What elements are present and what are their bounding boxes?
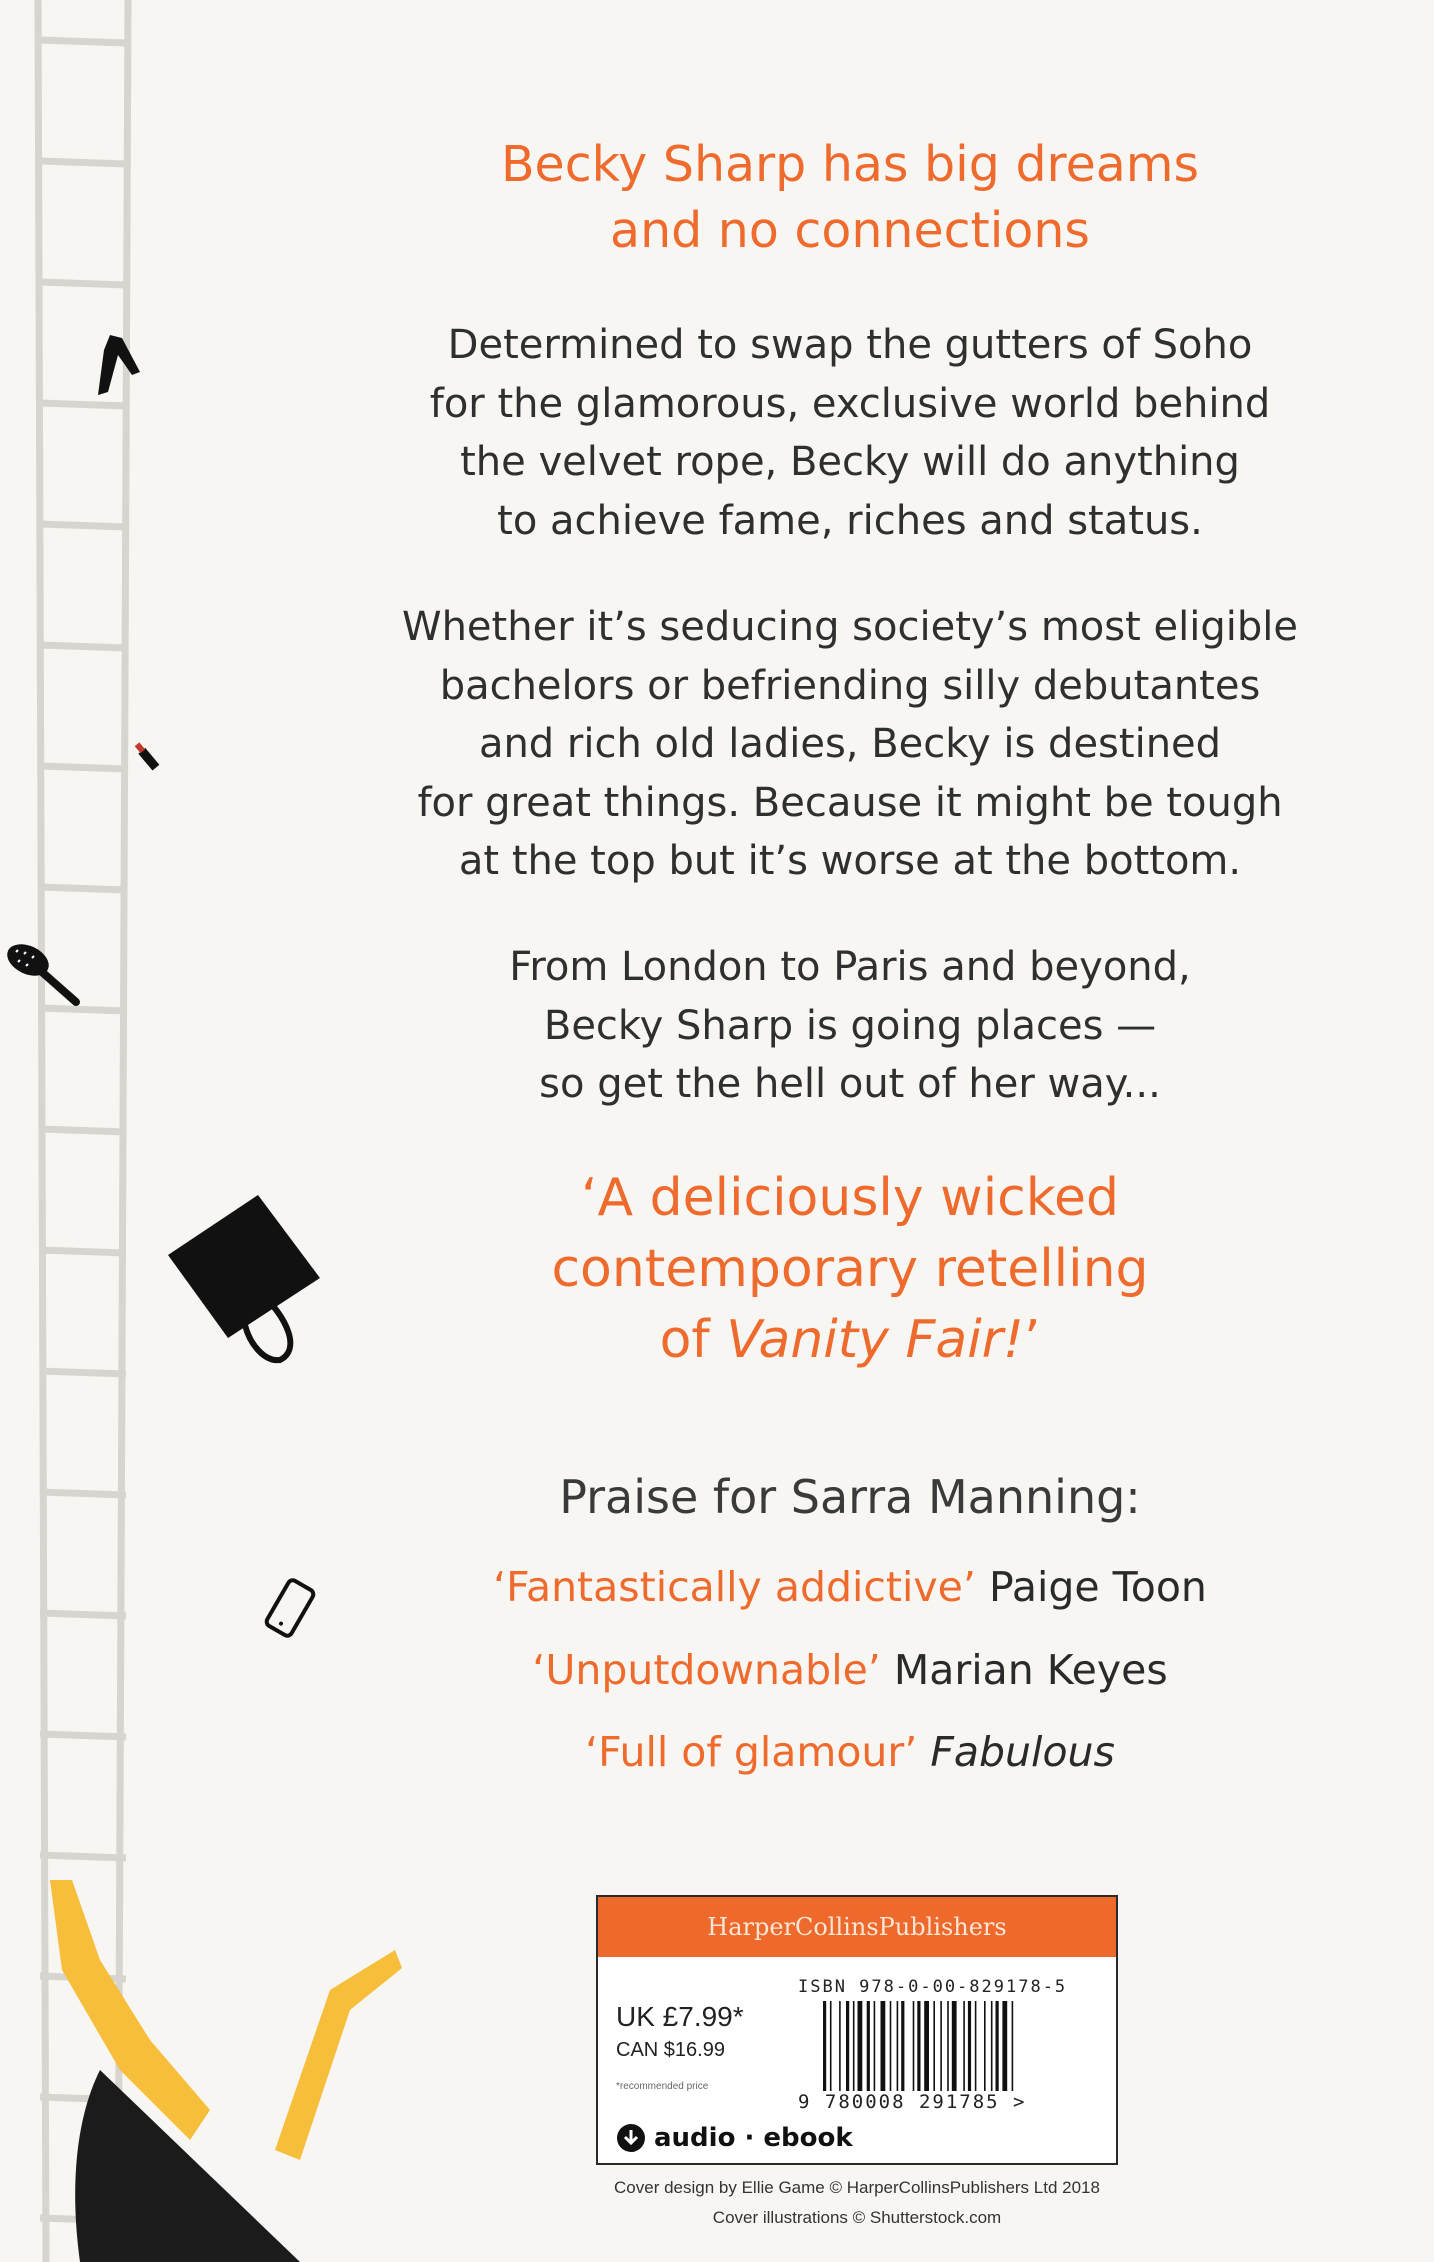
text-line: From London to Paris and beyond,: [509, 944, 1191, 990]
barcode-bar: [858, 2001, 863, 2091]
handbag-icon: [168, 1195, 320, 1360]
smartphone-icon: [265, 1578, 315, 1637]
barcode-bar: [984, 2001, 986, 2091]
barcode-bar: [853, 2001, 855, 2091]
ladder-rung: [40, 645, 126, 648]
barcode-bar: [823, 2001, 826, 2091]
praise-heading: Praise for Sarra Manning:: [559, 1470, 1141, 1524]
blurb-book-title: Vanity Fair!: [726, 1310, 1024, 1370]
cover-illustrations-credit: Cover illustrations © Shutterstock.com: [712, 2208, 1002, 2227]
tagline-line-2: and no connections: [610, 202, 1090, 259]
text-line: Whether it’s seducing society’s most eligible: [402, 604, 1298, 650]
barcode-bar: [901, 2001, 904, 2091]
ladder-rung: [40, 1613, 126, 1616]
barcode-digits: 9 780008 291785 >: [798, 2091, 1027, 2113]
tagline: [360, 132, 1340, 264]
text-line: Becky Sharp is going places —: [543, 1002, 1157, 1049]
barcode-bar: [890, 2001, 892, 2091]
text-line: for great things. Because it might be tough: [417, 779, 1283, 826]
barcode-bar: [839, 2001, 841, 2091]
barcode-bar: [933, 2001, 935, 2091]
text-line: Determined to swap the gutters of Soho: [447, 322, 1253, 368]
blurb-line-3: [360, 1305, 1340, 1376]
barcode-bar: [947, 2001, 949, 2091]
price-uk: UK £7.99*: [616, 2001, 744, 2032]
formats-text: audio · ebook: [654, 2123, 853, 2153]
barcode-bar: [924, 2001, 929, 2091]
text-line: at the top but it’s worse at the bottom.: [458, 838, 1242, 884]
ladder-rung: [40, 1855, 126, 1858]
barcode-bar: [1012, 2001, 1014, 2091]
download-icon: [616, 2123, 646, 2153]
blurb-line-2: contemporary retelling: [551, 1239, 1149, 1299]
blurb-prefix: of: [659, 1310, 727, 1370]
barcode-box: [596, 1895, 1118, 2165]
isbn-number: ISBN 978-0-00-829178-5: [798, 1977, 1068, 1997]
ladder-rung: [40, 1492, 126, 1495]
quote-text: ‘Full of glamour’: [585, 1728, 918, 1776]
ladder-rung: [40, 766, 126, 769]
barcode-bar: [881, 2001, 886, 2091]
quote-text: ‘Fantastically addictive’: [493, 1563, 976, 1611]
synopsis-paragraph-1: [360, 316, 1340, 550]
quote-text: ‘Unputdownable’: [532, 1646, 881, 1694]
barcode-bar: [867, 2001, 870, 2091]
price-note: *recommended price: [616, 2081, 709, 2092]
quote-source: Fabulous: [930, 1728, 1115, 1776]
barcode-bar: [991, 2001, 993, 2091]
ladder-rung: [40, 1250, 126, 1253]
blurb-close-quote: ’: [1023, 1310, 1041, 1370]
barcode-bar: [874, 2001, 876, 2091]
ladder-rung: [40, 524, 126, 527]
barcode-bar: [846, 2001, 849, 2091]
climbing-woman-illustration: [50, 1880, 402, 2262]
barcode-bar: [975, 2001, 977, 2091]
text-line: bachelors or befriending silly debutantes: [439, 662, 1261, 709]
praise-quote-1: [360, 1557, 1340, 1617]
ladder-rung: [40, 282, 126, 285]
barcode-bar: [830, 2001, 832, 2091]
ladder-rung: [40, 1129, 126, 1132]
barcode-bar: [968, 2001, 971, 2091]
barcode-bar: [940, 2001, 942, 2091]
synopsis-paragraph-3: [360, 938, 1340, 1114]
barcode-bar: [917, 2001, 920, 2091]
text-line: the velvet rope, Becky will do anything: [460, 439, 1240, 485]
synopsis-paragraph-2: [360, 598, 1340, 891]
text-line: and rich old ladies, Becky is destined: [478, 721, 1222, 767]
publisher-logo: HarperCollinsPublishers: [598, 1897, 1116, 1957]
barcode-bar: [913, 2001, 915, 2091]
barcode-icon: [823, 2001, 1059, 2091]
ladder-rung: [40, 403, 126, 406]
ladder-illustration: [0, 0, 420, 2262]
blurb-line-1: ‘A deliciously wicked: [580, 1168, 1119, 1228]
praise-quote-2: [360, 1640, 1340, 1700]
ladder-rung: [40, 161, 126, 164]
price-can: CAN $16.99: [616, 2039, 725, 2061]
praise-quote-3: [360, 1722, 1340, 1782]
barcode-bar: [952, 2001, 957, 2091]
ladder-rung: [40, 40, 126, 43]
text-line: for the glamorous, exclusive world behind: [429, 380, 1271, 427]
blurb-quote: [360, 1163, 1340, 1376]
barcode-bar: [1002, 2001, 1007, 2091]
text-line: so get the hell out of her way...: [539, 1061, 1161, 1107]
barcode-bar: [996, 2001, 999, 2091]
ladder-rung: [40, 1008, 126, 1011]
barcode-bar: [897, 2001, 899, 2091]
formats-line: [616, 2123, 853, 2153]
ladder-rung: [40, 887, 126, 890]
ladder-rung: [40, 1371, 126, 1374]
cover-design-credit: Cover design by Ellie Game © HarperCollinsPublishers Ltd 2018: [614, 2178, 1100, 2197]
quote-source: Marian Keyes: [893, 1646, 1168, 1694]
tagline-line-1: Becky Sharp has big dreams: [500, 136, 1200, 193]
ladder-rung: [40, 1734, 126, 1737]
quote-source: Paige Toon: [988, 1563, 1207, 1611]
barcode-bar: [963, 2001, 965, 2091]
stiletto-shoe-icon: [98, 335, 140, 395]
lipstick-icon: [133, 742, 159, 771]
text-line: to achieve fame, riches and status.: [497, 497, 1203, 544]
